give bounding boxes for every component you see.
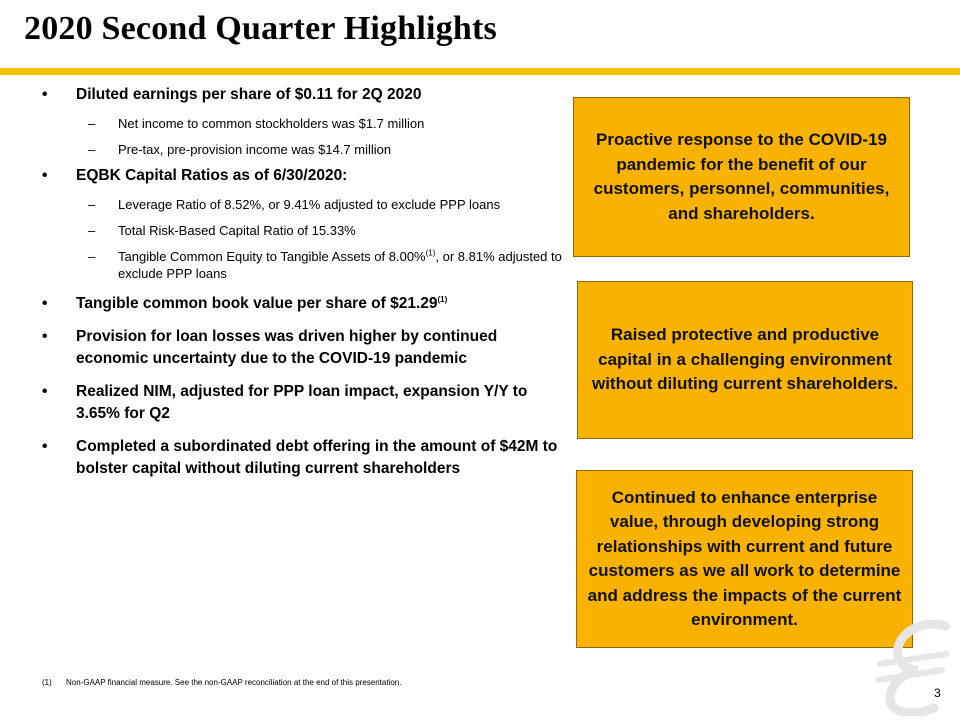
dash-marker: – (88, 223, 96, 238)
callout-text: Proactive response to the COVID-19 pandemic for the benefit of our customers, personnel, communities, and shareholders. (593, 130, 890, 223)
callout-text: Continued to enhance enterprise value, through developing strong relationships with current and future customers as we all work to determine and address the impacts of the current environment. (587, 487, 902, 629)
bullet-book-value (42, 293, 567, 315)
equity-bank-logo-icon (876, 620, 954, 716)
footnote-ref: (1) (437, 294, 448, 304)
dash-marker: – (88, 142, 96, 157)
sub-bullet-text: Pre-tax, pre-provision income was $14.7 million (118, 142, 392, 157)
sub-bullet-leverage (42, 196, 567, 213)
bullet-marker: • (42, 86, 48, 103)
title-underline (0, 68, 960, 75)
sub-bullet-tce (42, 248, 567, 282)
footnote (42, 678, 401, 688)
dash-marker: – (88, 249, 96, 264)
bullet-text: Tangible common book value per share of $21.29 (76, 295, 438, 312)
page-title: 2020 Second Quarter Highlights (24, 10, 497, 47)
footnote-number: (1) (42, 678, 52, 687)
sub-bullet-text: Total Risk-Based Capital Ratio of 15.33% (118, 223, 356, 238)
highlights-list (42, 80, 567, 480)
dash-marker: – (88, 197, 96, 212)
bullet-marker: • (42, 383, 48, 400)
bullet-provision (42, 326, 567, 370)
page-number: 3 (934, 686, 941, 700)
sub-bullet-text: Net income to common stockholders was $1.7 million (118, 116, 425, 131)
covid-response-callout (573, 97, 910, 257)
bullet-text: Provision for loan losses was driven higher by continued economic uncertainty due to the COVID-19 pandemic (76, 328, 498, 367)
bullet-capital-ratios (42, 165, 567, 187)
footnote-text: Non-GAAP financial measure. See the non-GAAP reconciliation at the end of this presentation. (66, 678, 402, 687)
footnote-ref: (1) (425, 248, 436, 258)
bullet-sub-debt (42, 436, 567, 480)
bullet-marker: • (42, 328, 48, 345)
sub-bullet-text: Tangible Common Equity to Tangible Assets of 8.00% (118, 249, 426, 264)
sub-bullet-text: Leverage Ratio of 8.52%, or 9.41% adjusted to exclude PPP loans (118, 197, 501, 212)
callout-text: Raised protective and productive capital in a challenging environment without diluting current shareholders. (591, 325, 899, 394)
enterprise-value-callout (576, 470, 913, 648)
sub-bullet-net-income (42, 115, 567, 132)
bullet-eps (42, 84, 567, 106)
bullet-marker: • (42, 438, 48, 455)
sub-bullet-text-cont: , or 8.81% adjusted to exclude PPP loans (118, 249, 562, 281)
capital-raise-callout (577, 281, 913, 439)
bullet-marker: • (42, 295, 48, 312)
bullet-text: Realized NIM, adjusted for PPP loan impact, expansion Y/Y to 3.65% for Q2 (76, 383, 528, 422)
sub-bullet-pretax (42, 141, 567, 158)
bullet-nim (42, 381, 567, 425)
dash-marker: – (88, 116, 96, 131)
sub-bullet-risk-based (42, 222, 567, 239)
bullet-text: EQBK Capital Ratios as of 6/30/2020: (76, 167, 348, 184)
bullet-text: Completed a subordinated debt offering in the amount of $42M to bolster capital without diluting current shareholders (76, 438, 558, 477)
bullet-marker: • (42, 167, 48, 184)
bullet-text: Diluted earnings per share of $0.11 for 2Q 2020 (76, 86, 422, 103)
